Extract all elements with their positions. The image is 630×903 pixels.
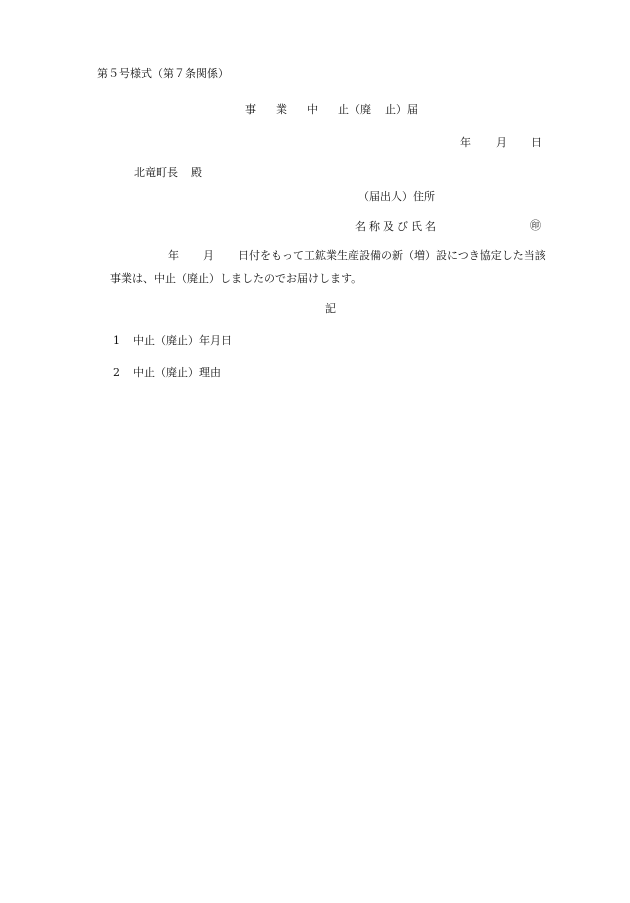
title-char: 止（廃 bbox=[338, 103, 371, 116]
applicant-name-label: 名称及び氏名 bbox=[355, 220, 439, 233]
body-year: 年 bbox=[168, 249, 179, 262]
title-char: 業 bbox=[276, 103, 287, 116]
seal-mark: ㊞ bbox=[530, 219, 541, 232]
form-number-label: 第５号様式（第７条関係） bbox=[97, 67, 229, 80]
body-line1-rest: 日付をもって工鉱業生産設備の新（増）設につき協定した当該 bbox=[238, 249, 546, 262]
addressee-honorific: 殿 bbox=[191, 166, 202, 179]
title-char: 止）届 bbox=[385, 103, 418, 116]
item-number: 2 bbox=[113, 366, 120, 379]
body-line2: 事業は、中止（廃止）しましたのでお届けします。 bbox=[110, 272, 363, 285]
date-month: 月 bbox=[496, 136, 507, 149]
date-day: 日 bbox=[531, 136, 542, 149]
date-year: 年 bbox=[460, 136, 471, 149]
ki-heading: 記 bbox=[325, 302, 336, 315]
title-char: 中 bbox=[307, 103, 318, 116]
item-number: 1 bbox=[113, 334, 120, 347]
item-text: 中止（廃止）年月日 bbox=[133, 334, 232, 347]
addressee-name: 北竜町長 bbox=[134, 166, 178, 179]
item-text: 中止（廃止）理由 bbox=[133, 366, 221, 379]
applicant-address-label: （届出人）住所 bbox=[358, 190, 435, 203]
body-month: 月 bbox=[203, 249, 214, 262]
title-char: 事 bbox=[245, 103, 256, 116]
